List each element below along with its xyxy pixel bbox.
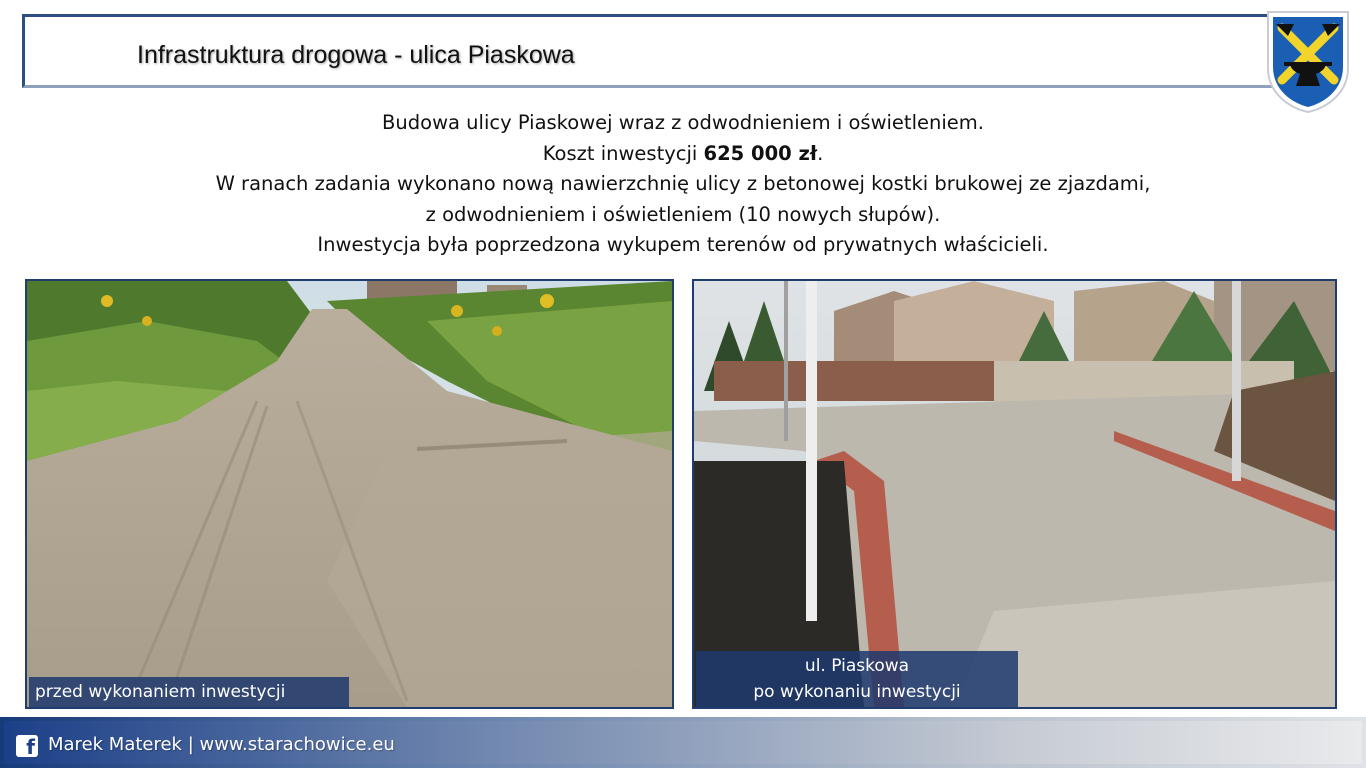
footer-text[interactable]: Marek Materek | www.starachowice.eu [48,734,395,755]
photo-before-image [27,281,672,707]
description-line-2 [0,139,1366,170]
coat-of-arms-icon [1264,10,1352,114]
description-block [0,108,1366,261]
cost-label: Koszt inwestycji [542,141,704,165]
photo-after-caption [696,651,1018,707]
footer [0,717,1366,768]
photo-before [25,279,674,709]
footer-bar [4,721,1362,764]
description-line-1: Budowa ulicy Piaskowej wraz z odwodnieniem i oświetleniem. [382,111,984,134]
photo-before-caption: przed wykonaniem inwestycji [29,677,349,707]
description-line-3: W ranach zadania wykonano nową nawierzchnię ulicy z betonowej kostki brukowej ze zjazdami, [215,172,1151,195]
photo-after-caption-street: ul. Piaskowa [804,656,910,676]
description-line-5: Inwestycja była poprzedzona wykupem terenów od prywatnych właścicieli. [317,233,1049,256]
photo-after [692,279,1337,709]
photo-after-image [694,281,1335,707]
page-title: Infrastruktura drogowa - ulica Piaskowa [137,41,575,69]
title-box [22,14,1284,88]
description-line-4: z odwodnieniem i oświetleniem (10 nowych słupów). [425,202,941,226]
photo-after-caption-status: po wykonaniu inwestycji [753,682,961,702]
cost-amount: 625 000 zł [703,141,818,165]
facebook-icon[interactable]: f [16,735,38,757]
cost-suffix: . [817,141,824,165]
